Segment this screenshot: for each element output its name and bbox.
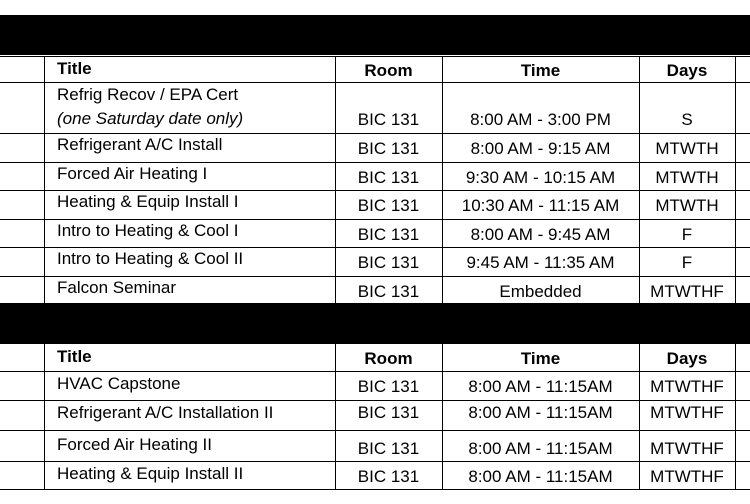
course-time: 8:00 AM - 9:45 AM <box>470 225 611 244</box>
course-room: BIC 131 <box>357 225 420 244</box>
course-room: BIC 131 <box>357 110 420 129</box>
course-days: MTWTHF <box>650 467 724 486</box>
course-time: 8:00 AM - 11:15AM <box>468 439 613 458</box>
column-header-room: Room <box>364 61 413 80</box>
course-room: BIC 131 <box>357 253 420 272</box>
course-days: S <box>681 110 693 129</box>
course-days: MTWTHF <box>650 377 724 396</box>
course-title: Refrig Recov / EPA Cert <box>57 85 239 104</box>
course-days: MTWTHF <box>650 403 724 422</box>
course-title: Heating & Equip Install II <box>57 464 244 483</box>
course-time: 10:30 AM - 11:15 AM <box>461 196 620 215</box>
course-room: BIC 131 <box>357 168 420 187</box>
course-title: Falcon Seminar <box>57 278 177 297</box>
column-header-time: Time <box>520 61 561 80</box>
course-days: F <box>681 225 693 244</box>
course-room: BIC 131 <box>357 439 420 458</box>
course-days: F <box>681 253 693 272</box>
course-room: BIC 131 <box>357 282 420 301</box>
course-days: MTWTHF <box>650 282 724 301</box>
section-band-middle <box>0 303 750 344</box>
course-room: BIC 131 <box>357 139 420 158</box>
course-title: Forced Air Heating I <box>57 164 208 183</box>
column-header-days: Days <box>666 61 708 80</box>
course-title: Intro to Heating & Cool II <box>57 249 244 268</box>
course-room: BIC 131 <box>357 196 420 215</box>
course-time: 8:00 AM - 9:15 AM <box>470 139 611 158</box>
course-time: 8:00 AM - 11:15AM <box>468 467 613 486</box>
course-title: Refrigerant A/C Install <box>57 135 223 154</box>
course-title: HVAC Capstone <box>57 374 181 393</box>
course-title: Intro to Heating & Cool I <box>57 221 239 240</box>
course-days: MTWTHF <box>650 439 724 458</box>
course-days: MTWTH <box>655 139 719 158</box>
column-header-title: Title <box>57 59 92 78</box>
section-band-top <box>0 15 750 55</box>
course-time: 8:00 AM - 11:15AM <box>468 403 613 422</box>
course-time: 8:00 AM - 11:15AM <box>468 377 613 396</box>
course-days: MTWTH <box>655 196 719 215</box>
course-time: 9:30 AM - 10:15 AM <box>465 168 616 187</box>
course-time: 8:00 AM - 3:00 PM <box>470 110 611 129</box>
column-header-title: Title <box>57 347 92 366</box>
column-header-room: Room <box>364 349 413 368</box>
column-header-days: Days <box>666 349 708 368</box>
course-room: BIC 131 <box>357 467 420 486</box>
course-title: Heating & Equip Install I <box>57 192 239 211</box>
course-title: Forced Air Heating II <box>57 435 212 454</box>
course-days: MTWTH <box>655 168 719 187</box>
course-room: BIC 131 <box>357 377 420 396</box>
course-note: (one Saturday date only) <box>57 109 244 128</box>
course-title: Refrigerant A/C Installation II <box>57 403 274 422</box>
column-header-time: Time <box>520 349 561 368</box>
course-time: 9:45 AM - 11:35 AM <box>466 253 615 272</box>
course-time: Embedded <box>499 282 582 301</box>
course-room: BIC 131 <box>357 403 420 422</box>
